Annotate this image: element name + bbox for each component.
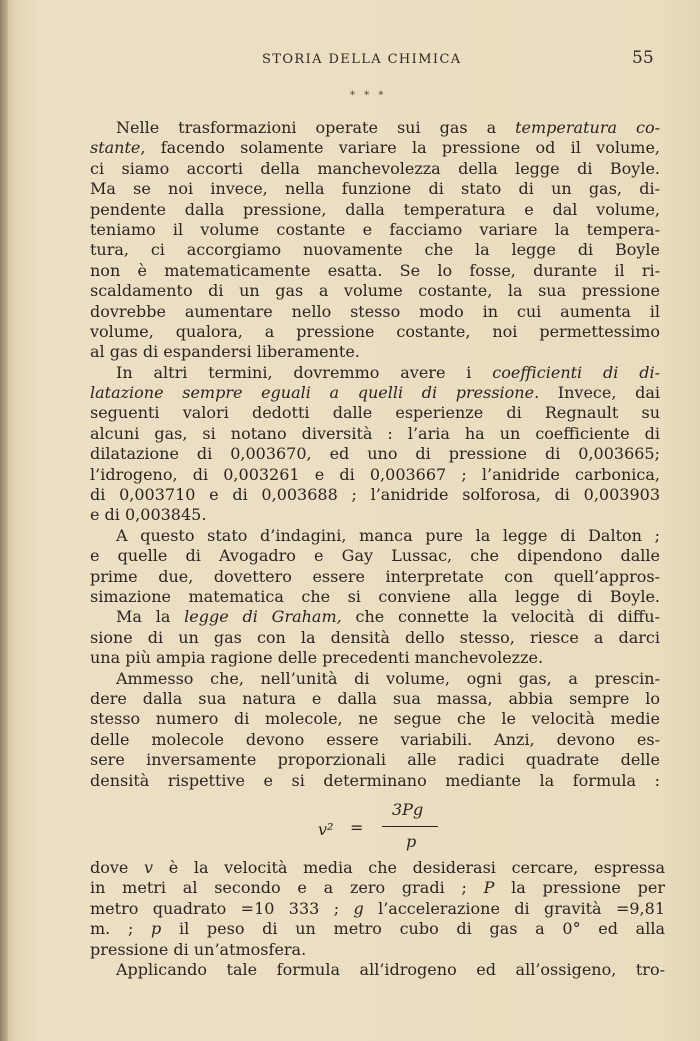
- text-segment: metro quadrato =10 333 ;: [90, 898, 354, 918]
- text-line: [90, 709, 660, 729]
- text-line: [90, 960, 665, 980]
- text-segment: . Invece, dai: [534, 383, 660, 403]
- text-segment: stesso numero di molecole, ne segue che le velocità medie: [90, 709, 660, 729]
- text-segment: pressione di un’atmosfera.: [90, 939, 307, 959]
- text-segment: la pressione per: [494, 878, 665, 898]
- text-segment: dove: [90, 858, 145, 877]
- italic-text-segment: p: [151, 919, 162, 939]
- text-line: [90, 159, 660, 179]
- text-line: [90, 919, 665, 939]
- running-title: STORIA DELLA CHIMICA: [262, 52, 462, 67]
- text-segment: Applicando tale formula all’idrogeno ed all’ossigeno, tro-: [116, 959, 665, 979]
- text-segment: dovrebbe aumentare nello stesso modo in cui aumenta il: [90, 301, 660, 321]
- text-line: [90, 383, 660, 403]
- text-line: [90, 403, 660, 423]
- text-segment: , facendo solamente variare la pressione od il volume,: [140, 138, 660, 158]
- text-segment: l’idrogeno, di 0,003261 e di 0,003667 ; l’anidride carbonica,: [90, 464, 660, 484]
- text-segment: dilatazione di 0,003670, ed uno di pressione di 0,003665;: [90, 444, 660, 464]
- formula-lhs: v²: [318, 820, 334, 839]
- text-segment: prime due, dovettero essere interpretate con quell’appros-: [90, 566, 660, 586]
- text-segment: sione di un gas con la densità dello stesso, riesce a darci: [90, 627, 660, 647]
- text-line: [90, 465, 660, 485]
- text-line: [90, 322, 660, 342]
- section-asterism: * * *: [350, 90, 387, 101]
- text-line: [90, 302, 660, 322]
- italic-text-segment: g: [353, 898, 364, 918]
- text-line: [90, 424, 660, 444]
- text-segment: ci siamo accorti della manchevolezza della legge di Boyle.: [90, 158, 660, 178]
- body-text-part-1: [90, 118, 660, 791]
- velocity-formula: [318, 800, 448, 858]
- book-spine-shadow: [0, 0, 8, 1041]
- text-segment: una più ampia ragione delle precedenti manchevolezze.: [90, 648, 544, 668]
- text-line: [90, 587, 660, 607]
- text-line: [90, 505, 660, 525]
- text-segment: volume, qualora, a pressione costante, noi permettessimo: [90, 321, 660, 341]
- text-segment: In altri termini, dovremmo avere i: [116, 362, 493, 382]
- text-segment: Ma se noi invece, nella funzione di stato di un gas, di-: [90, 179, 660, 199]
- text-line: [90, 878, 665, 898]
- text-line: [90, 179, 660, 199]
- text-line: [90, 526, 660, 546]
- text-segment: tura, ci accorgiamo nuovamente che la legge di Boyle: [90, 240, 660, 260]
- text-line: [90, 771, 660, 791]
- text-segment: è la velocità media che desiderasi cercare, espressa: [153, 858, 665, 877]
- italic-text-segment: v: [144, 858, 154, 877]
- italic-text-segment: latazione sempre eguali a quelli di pressione: [90, 383, 535, 403]
- text-line: [90, 240, 660, 260]
- text-line: [90, 281, 660, 301]
- italic-text-segment: P: [483, 878, 495, 898]
- text-line: [90, 628, 660, 648]
- italic-text-segment: stante: [90, 138, 141, 158]
- text-line: [90, 567, 660, 587]
- text-line: [90, 689, 660, 709]
- text-segment: simazione matematica che si conviene alla legge di Boyle.: [90, 586, 660, 606]
- text-segment: in metri al secondo e a zero gradi ;: [90, 878, 484, 898]
- text-line: [90, 261, 660, 281]
- text-segment: A questo stato d’indagini, manca pure la legge di Dalton ;: [116, 525, 660, 545]
- text-line: [90, 648, 660, 668]
- fraction-bar: [382, 826, 438, 827]
- text-line: [90, 444, 660, 464]
- text-segment: teniamo il volume costante e facciamo variare la tempera-: [90, 219, 660, 239]
- text-line: [90, 546, 660, 566]
- formula-numerator: 3Pg: [392, 800, 424, 819]
- page-number: 55: [632, 48, 654, 68]
- text-segment: sere inversamente proporzionali alle radici quadrate delle: [90, 750, 660, 770]
- text-segment: di 0,003710 e di 0,003688 ; l’anidride solforosa, di 0,003903: [90, 485, 660, 505]
- text-segment: m. ;: [90, 919, 152, 939]
- text-segment: Nelle trasformazioni operate sui gas a: [116, 118, 516, 137]
- text-line: [90, 750, 660, 770]
- text-line: [90, 220, 660, 240]
- text-segment: seguenti valori dedotti dalle esperienze di Regnault su: [90, 403, 660, 423]
- text-segment: scaldamento di un gas a volume costante, la sua pressione: [90, 281, 660, 301]
- text-line: [90, 899, 665, 919]
- text-line: [90, 858, 665, 878]
- text-segment: Ma la: [116, 607, 185, 627]
- text-segment: che connette la velocità di diffu-: [341, 607, 660, 627]
- text-line: [90, 607, 660, 627]
- text-line: [90, 342, 660, 362]
- formula-denominator: p: [406, 832, 417, 851]
- text-segment: Ammesso che, nell’unità di volume, ogni gas, a prescin-: [116, 668, 660, 688]
- text-line: [90, 118, 660, 138]
- italic-text-segment: coefficienti di di-: [492, 362, 660, 382]
- formula-equals: =: [350, 818, 364, 837]
- text-segment: alcuni gas, si notano diversità : l’aria ha un coefficiente di: [90, 423, 660, 443]
- text-line: [90, 669, 660, 689]
- text-segment: non è matematicamente esatta. Se lo fosse, durante il ri-: [90, 260, 660, 280]
- italic-text-segment: legge di Graham,: [184, 607, 342, 627]
- text-segment: l’accelerazione di gravità =9,81: [363, 898, 665, 918]
- text-segment: pendente dalla pressione, dalla temperatura e dal volume,: [90, 199, 660, 219]
- text-segment: delle molecole devono essere variabili. Anzi, devono es-: [90, 729, 660, 749]
- italic-text-segment: temperatura co-: [515, 118, 660, 137]
- text-line: [90, 940, 665, 960]
- text-line: [90, 138, 660, 158]
- text-line: [90, 200, 660, 220]
- text-segment: il peso di un metro cubo di gas a 0° ed alla: [161, 919, 665, 939]
- page-header: [0, 48, 700, 72]
- text-line: [90, 485, 660, 505]
- text-segment: al gas di espandersi liberamente.: [90, 342, 360, 362]
- body-text-part-2: [90, 858, 665, 980]
- text-line: [90, 730, 660, 750]
- text-segment: densità rispettive e si determinano mediante la formula :: [90, 770, 660, 790]
- text-segment: e quelle di Avogadro e Gay Lussac, che dipendono dalle: [90, 546, 660, 566]
- text-line: [90, 363, 660, 383]
- text-segment: e di 0,003845.: [90, 505, 207, 525]
- text-segment: dere dalla sua natura e dalla sua massa, abbia sempre lo: [90, 688, 660, 708]
